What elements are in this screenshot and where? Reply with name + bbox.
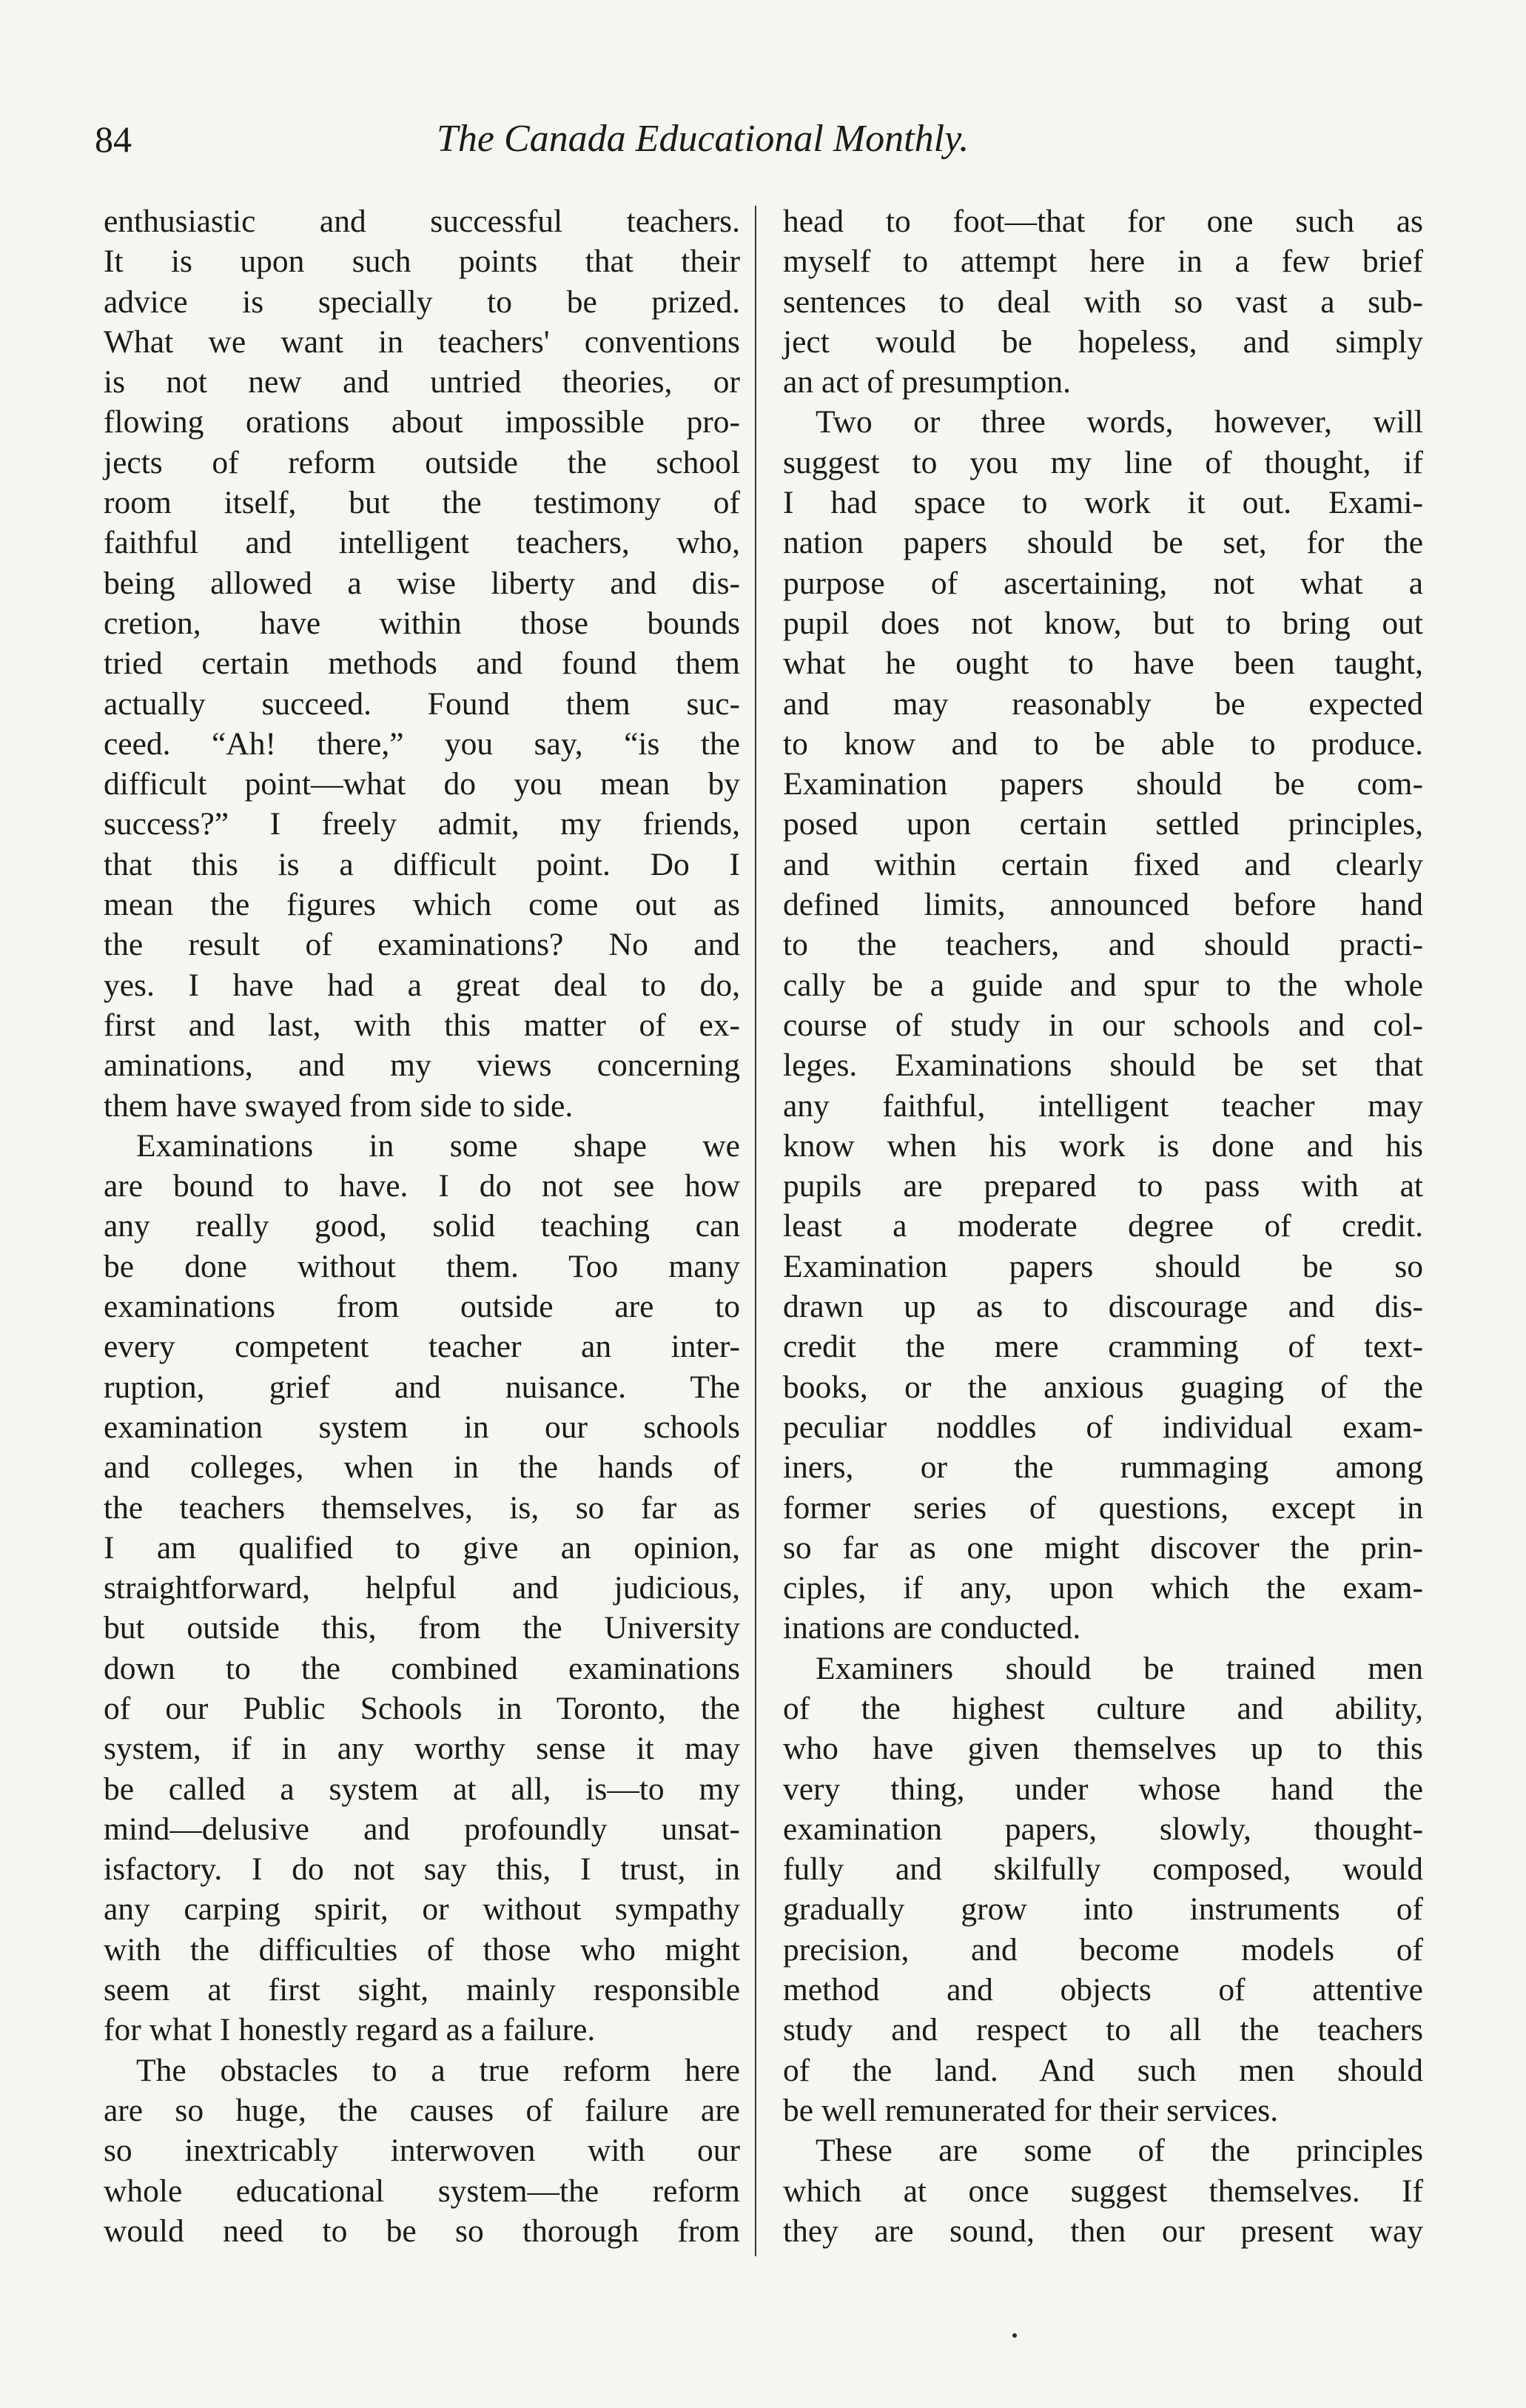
text-line: Examiners should be trained men xyxy=(816,1650,1423,1686)
text-line: course of study in our schools and col- xyxy=(783,1007,1423,1043)
text-line: first and last, with this matter of ex- xyxy=(104,1007,740,1043)
text-line: would need to be so thorough from xyxy=(104,2213,740,2249)
text-line: and may reasonably be expected xyxy=(783,685,1423,722)
text-line: examinations from outside are to xyxy=(104,1289,740,1325)
text-line: These are some of the principles xyxy=(816,2133,1423,2169)
text-line: they are sound, then our present way xyxy=(783,2213,1423,2249)
text-line: It is upon such points that their xyxy=(104,244,740,280)
text-line: for what I honestly regard as a failure. xyxy=(104,2012,596,2048)
text-line: so inextricably interwoven with our xyxy=(104,2133,740,2169)
column-rule xyxy=(755,206,756,2256)
text-line: method and objects of attentive xyxy=(783,1972,1423,2008)
text-line: any carping spirit, or without sympathy xyxy=(104,1891,740,1928)
text-line: Examination papers should be com- xyxy=(783,766,1423,802)
text-line: purpose of ascertaining, not what a xyxy=(783,565,1423,601)
text-line: are so huge, the causes of failure are xyxy=(104,2092,740,2128)
text-line: to know and to be able to produce. xyxy=(783,725,1423,762)
text-line: I am qualified to give an opinion, xyxy=(104,1529,740,1566)
text-line: sentences to deal with so vast a sub- xyxy=(783,284,1423,320)
text-line: posed upon certain settled principles, xyxy=(783,806,1423,842)
text-line: is not new and untried theories, or xyxy=(104,364,740,400)
text-line: inations are conducted. xyxy=(783,1610,1081,1646)
text-line: be done without them. Too many xyxy=(104,1248,740,1284)
text-line: advice is specially to be prized. xyxy=(104,284,740,320)
text-line: the result of examinations? No and xyxy=(104,927,740,963)
text-line: of the highest culture and ability, xyxy=(783,1690,1423,1726)
text-line: I had space to work it out. Exami- xyxy=(783,485,1423,521)
text-line: fully and skilfully composed, would xyxy=(783,1851,1423,1888)
text-line: who have given themselves up to this xyxy=(783,1731,1423,1767)
text-line: of our Public Schools in Toronto, the xyxy=(104,1690,740,1726)
text-line: drawn up as to discourage and dis- xyxy=(783,1289,1423,1325)
text-line: difficult point—what do you mean by xyxy=(104,766,740,802)
text-line: former series of questions, except in xyxy=(783,1489,1423,1526)
text-line: aminations, and my views concerning xyxy=(104,1047,740,1084)
text-line: Two or three words, however, will xyxy=(816,404,1423,440)
text-line: what he ought to have been taught, xyxy=(783,645,1423,682)
text-line: nation papers should be set, for the xyxy=(783,525,1423,561)
text-line: cretion, have within those bounds xyxy=(104,605,740,641)
text-line: of the land. And such men should xyxy=(783,2052,1423,2088)
text-line: isfactory. I do not say this, I trust, in xyxy=(104,1851,740,1888)
text-line: Examinations in some shape we xyxy=(136,1127,740,1164)
text-line: ruption, grief and nuisance. The xyxy=(104,1369,740,1405)
text-line: study and respect to all the teachers xyxy=(783,2012,1423,2048)
text-line: system, if in any worthy sense it may xyxy=(104,1731,740,1767)
text-line: mind—delusive and profoundly unsat- xyxy=(104,1811,740,1847)
text-line: gradually grow into instruments of xyxy=(783,1891,1423,1928)
text-line: an act of presumption. xyxy=(783,364,1071,400)
text-line: credit the mere cramming of text- xyxy=(783,1329,1423,1365)
text-line: room itself, but the testimony of xyxy=(104,485,740,521)
text-line: them have swayed from side to side. xyxy=(104,1087,574,1124)
text-line: but outside this, from the University xyxy=(104,1610,740,1646)
text-line: very thing, under whose hand the xyxy=(783,1771,1423,1807)
text-line: tried certain methods and found them xyxy=(104,645,740,682)
text-line: precision, and become models of xyxy=(783,1931,1423,1968)
text-line: leges. Examinations should be set that xyxy=(783,1047,1423,1084)
text-line: suggest to you my line of thought, if xyxy=(783,444,1423,480)
bottom-mark xyxy=(1012,2333,1017,2338)
text-line: with the difficulties of those who might xyxy=(104,1931,740,1968)
text-line: being allowed a wise liberty and dis- xyxy=(104,565,740,601)
text-line: enthusiastic and successful teachers. xyxy=(104,204,740,239)
text-line: ceed. “Ah! there,” you say, “is the xyxy=(104,725,740,762)
right-column xyxy=(783,201,1423,2251)
text-line: seem at first sight, mainly responsible xyxy=(104,1972,740,2008)
text-line: Examination papers should be so xyxy=(783,1248,1423,1284)
text-line: are bound to have. I do not see how xyxy=(104,1168,740,1204)
text-line: jects of reform outside the school xyxy=(104,444,740,480)
text-line: books, or the anxious guaging of the xyxy=(783,1369,1423,1405)
text-line: any faithful, intelligent teacher may xyxy=(783,1087,1423,1124)
text-line: and within certain fixed and clearly xyxy=(783,846,1423,882)
text-line: myself to attempt here in a few brief xyxy=(783,244,1423,280)
text-line: that this is a difficult point. Do I xyxy=(104,846,740,882)
text-line: flowing orations about impossible pro- xyxy=(104,404,740,440)
text-line: every competent teacher an inter- xyxy=(104,1329,740,1365)
text-line: iners, or the rummaging among xyxy=(783,1449,1423,1486)
text-line: ciples, if any, upon which the exam- xyxy=(783,1570,1423,1606)
text-line: the teachers themselves, is, so far as xyxy=(104,1489,740,1526)
text-line: cally be a guide and spur to the whole xyxy=(783,967,1423,1003)
text-line: least a moderate degree of credit. xyxy=(783,1208,1423,1244)
text-line: head to foot—that for one such as xyxy=(783,204,1423,239)
text-line: know when his work is done and his xyxy=(783,1127,1423,1164)
text-line: and colleges, when in the hands of xyxy=(104,1449,740,1486)
text-line: examination system in our schools xyxy=(104,1409,740,1445)
text-line: peculiar noddles of individual exam- xyxy=(783,1409,1423,1445)
text-line: examination papers, slowly, thought- xyxy=(783,1811,1423,1847)
running-title: The Canada Educational Monthly. xyxy=(437,118,969,160)
text-line: ject would be hopeless, and simply xyxy=(783,323,1423,360)
text-line: success?” I freely admit, my friends, xyxy=(104,806,740,842)
text-line: which at once suggest themselves. If xyxy=(783,2173,1423,2209)
text-line: yes. I have had a great deal to do, xyxy=(104,967,740,1003)
text-line: What we want in teachers' conventions xyxy=(104,323,740,360)
text-line: defined limits, announced before hand xyxy=(783,887,1423,923)
text-line: any really good, solid teaching can xyxy=(104,1208,740,1244)
text-line: mean the figures which come out as xyxy=(104,887,740,923)
text-line: be called a system at all, is—to my xyxy=(104,1771,740,1807)
text-line: actually succeed. Found them suc- xyxy=(104,685,740,722)
text-line: pupils are prepared to pass with at xyxy=(783,1168,1423,1204)
page-number: 84 xyxy=(95,118,132,160)
text-line: straightforward, helpful and judicious, xyxy=(104,1570,740,1606)
text-line: to the teachers, and should practi- xyxy=(783,927,1423,963)
text-line: down to the combined examinations xyxy=(104,1650,740,1686)
text-line: faithful and intelligent teachers, who, xyxy=(104,525,740,561)
left-column xyxy=(104,201,740,2251)
text-line: be well remunerated for their services. xyxy=(783,2092,1279,2128)
text-line: pupil does not know, but to bring out xyxy=(783,605,1423,641)
text-line: whole educational system—the reform xyxy=(104,2173,740,2209)
text-line: The obstacles to a true reform here xyxy=(136,2052,740,2088)
text-line: so far as one might discover the prin- xyxy=(783,1529,1423,1566)
